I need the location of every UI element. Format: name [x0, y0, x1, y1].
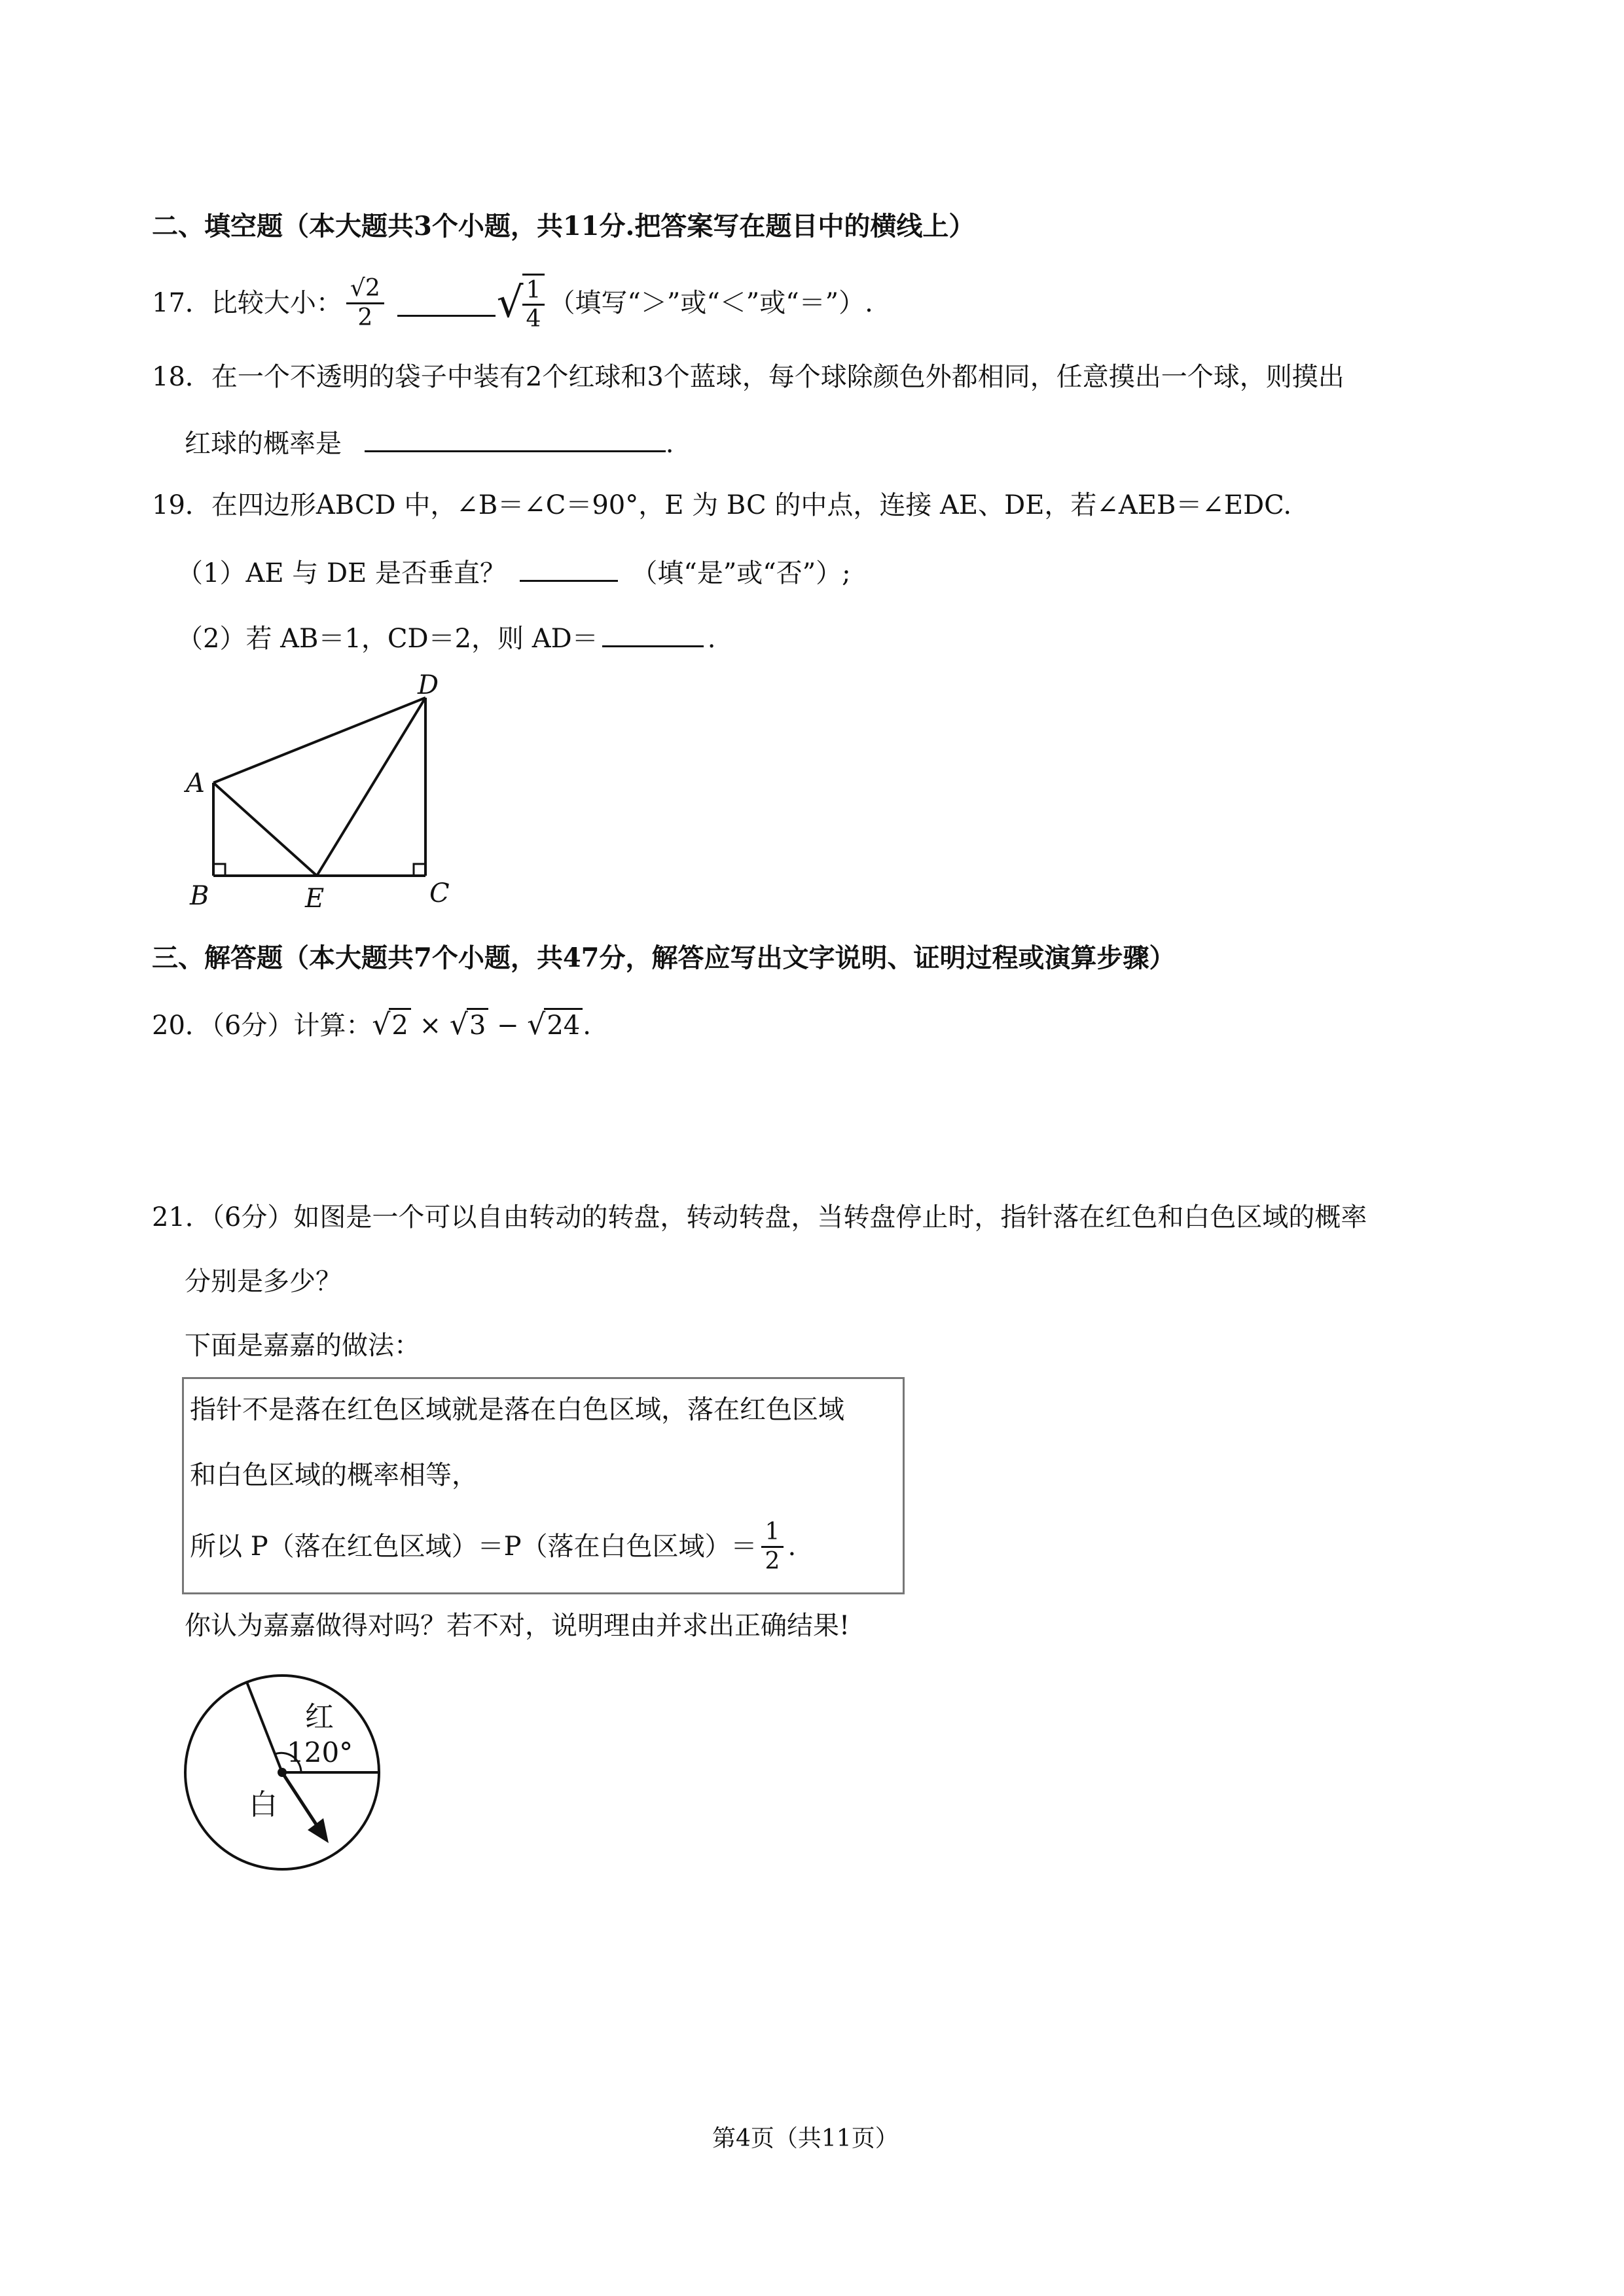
label-red: 红 — [305, 1700, 334, 1734]
pointer-arrowhead-icon — [308, 1818, 329, 1843]
right-angle-mark-C — [414, 864, 425, 876]
q21-line1: 21．（6分）如图是一个可以自由转动的转盘，转动转盘，当转盘停止时，指针落在红色和白色区域的概率 — [152, 1202, 1367, 1232]
q19-part2 — [177, 620, 715, 655]
label-C: C — [429, 878, 450, 908]
q20-radical-2: √ — [449, 1008, 468, 1041]
label-B: B — [190, 881, 209, 911]
page-footer: 第4页（共11页） — [712, 2125, 899, 2152]
q18-answer-blank[interactable] — [365, 425, 666, 452]
q19-part2-end: . — [707, 624, 716, 654]
label-A: A — [186, 768, 205, 798]
q19-part1-blank[interactable] — [520, 555, 618, 582]
box-fraction-denominator: 2 — [765, 1547, 780, 1575]
q19-stem-number: 19．在四边形 — [152, 490, 316, 520]
q19-stem-text: ABCD 中，∠B＝∠C＝90°，E 为 BC 的中点，连接 AE、DE，若∠AEB＝∠EDC. — [316, 490, 1292, 520]
box-line3-end: . — [787, 1532, 797, 1562]
segment-AD — [213, 698, 425, 783]
question-17 — [152, 274, 873, 332]
box-fraction-half — [761, 1518, 784, 1575]
q20-radical-1: √ — [372, 1008, 391, 1041]
box-line2: 和白色区域的概率相等， — [190, 1460, 478, 1490]
q19-part2-blank[interactable] — [602, 620, 704, 647]
q17-suffix: （填写“＞”或“＜”或“＝”）. — [549, 288, 873, 318]
box-line3 — [190, 1517, 796, 1576]
label-white: 白 — [249, 1788, 278, 1821]
q20-radical-3: √ — [527, 1008, 546, 1041]
q19-part1-hint: （填“是”或“否”）; — [631, 558, 851, 588]
box-fraction-numerator: 1 — [761, 1518, 784, 1547]
q20-end: . — [583, 1011, 591, 1041]
box-line1: 指针不是落在红色区域就是落在白色区域，落在红色区域 — [190, 1395, 844, 1425]
spinner-pointer[interactable] — [282, 1772, 318, 1827]
segment-DE — [317, 698, 425, 876]
q18-line1: 18．在一个不透明的袋子中装有2个红球和3个蓝球，每个球除颜色外都相同，任意摸出一个球，则摸出 — [152, 362, 1344, 392]
q17-rhs-numerator: 1 — [522, 277, 545, 306]
segment-AE — [213, 783, 317, 876]
q21-spinner-figure — [177, 1662, 399, 1885]
q21-line3: 下面是嘉嘉的做法： — [185, 1331, 420, 1361]
q17-lhs-denominator: 2 — [357, 304, 373, 331]
label-E: E — [305, 884, 325, 914]
q18-line2-end: . — [665, 429, 674, 459]
spinner-center-dot — [278, 1768, 287, 1777]
section3-heading: 三、解答题（本大题共7个小题，共47分，解答应写出文字说明、证明过程或演算步骤） — [152, 942, 1176, 973]
q18-line2-text: 红球的概率是 — [185, 429, 342, 459]
question-20 — [152, 1008, 591, 1043]
section2-heading: 二、填空题（本大题共3个小题，共11分.把答案写在题目中的横线上） — [152, 211, 975, 242]
q17-prefix: 17．比较大小： — [152, 288, 342, 318]
q17-radical-sign: √ — [496, 278, 524, 327]
q17-rhs-fraction — [522, 274, 545, 333]
q18-line2 — [185, 425, 674, 459]
q19-part1-text: （1）AE 与 DE 是否垂直？ — [177, 558, 506, 588]
q17-lhs-numerator: √2 — [346, 275, 384, 304]
q17-lhs-fraction — [346, 275, 384, 331]
q20-minus: − — [497, 1011, 519, 1041]
box-line3-text: 所以 P（落在红色区域）＝P（落在白色区域）＝ — [190, 1532, 757, 1562]
q20-radicand-2: 3 — [467, 1008, 488, 1041]
q19-part2-text: （2）若 AB＝1，CD＝2，则 AD＝ — [177, 624, 598, 654]
label-angle-120: 120° — [287, 1736, 353, 1768]
q20-radicand-3: 24 — [544, 1008, 583, 1041]
label-D: D — [418, 674, 439, 700]
q21-line2: 分别是多少？ — [185, 1266, 342, 1297]
q19-part1 — [177, 555, 851, 589]
q20-prefix: 20．（6分）计算： — [152, 1011, 372, 1041]
q20-times: × — [419, 1011, 442, 1041]
q17-answer-blank[interactable] — [397, 290, 496, 317]
q17-rhs-denominator: 4 — [526, 306, 541, 332]
q20-radicand-1: 2 — [389, 1008, 410, 1041]
q19-stem — [152, 490, 1291, 521]
q21-question: 你认为嘉嘉做得对吗？若不对，说明理由并求出正确结果! — [185, 1611, 850, 1641]
q19-quadrilateral-figure — [177, 674, 478, 923]
right-angle-mark-B — [213, 864, 225, 876]
spinner-radius-upper — [247, 1682, 282, 1772]
